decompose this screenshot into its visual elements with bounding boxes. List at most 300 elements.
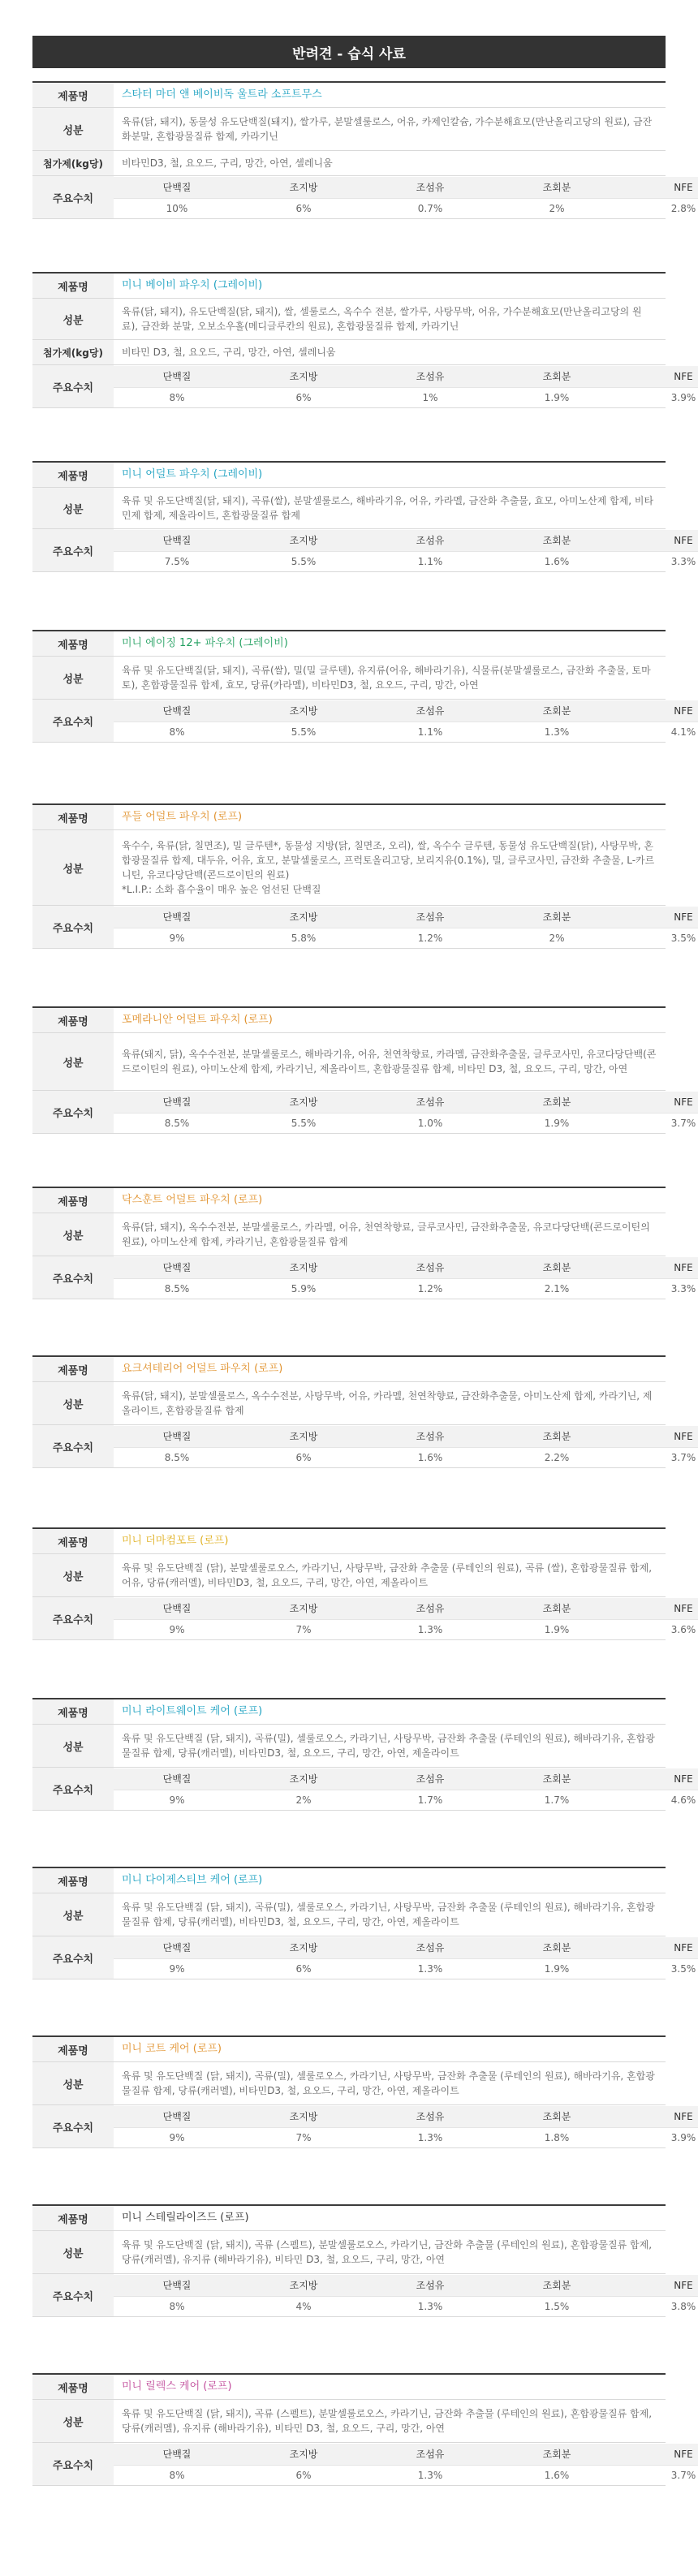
product-name: 미니 더마컴포트 (로프) (114, 1529, 666, 1554)
ingredients-row (32, 830, 666, 906)
nutrient-value: 7.5% (114, 551, 240, 571)
additives-text: 비타민 D3, 철, 요오드, 구리, 망간, 아연, 셀레니움 (114, 340, 666, 365)
nutrient-header: 조지방 (240, 530, 367, 552)
nutrients-grid (114, 1426, 698, 1467)
nutrient-value: 8.5% (114, 1113, 240, 1133)
product-table (32, 463, 696, 572)
nutrient-value: 8.5% (114, 1278, 240, 1299)
nutrient-value: 1.0% (367, 1113, 493, 1133)
product-name-row (32, 631, 666, 657)
nutrients-grid (114, 2444, 698, 2485)
product-block (32, 1355, 696, 1468)
ingredients-label: 성분 (32, 2231, 114, 2274)
nutrients-header-row (114, 1426, 698, 1448)
ingredients-text: 육류 및 유도단백질 (닭, 돼지), 곡류(밀), 셀룰로오스, 카라기닌, 사탕무박, 금잔화 추출물 (루테인의 원료), 해바라기유, 혼합광물질류 합제, 당류(캐러멜), 비타민D3, 철, 요오드, 구리, 망간, 아연, 제올라이트 (114, 1725, 666, 1768)
nutrients-header-row (114, 1092, 698, 1114)
nutrient-header: 조지방 (240, 366, 367, 388)
product-name-row (32, 2037, 666, 2062)
product-block (32, 1867, 696, 1979)
nutrients-grid (114, 700, 698, 742)
ingredients-label: 성분 (32, 1554, 114, 1597)
product-name: 미니 코트 케어 (로프) (114, 2037, 666, 2062)
nutrient-header: NFE (620, 907, 698, 928)
nutrient-value: 3.7% (620, 2465, 698, 2485)
nutrient-value: 1.8% (493, 2127, 620, 2147)
nutrients-cell (114, 2105, 696, 2148)
nutrients-grid (114, 177, 698, 218)
nutrients-cell (114, 365, 696, 408)
nutrient-header: 조지방 (240, 1092, 367, 1114)
nutrients-header-row (114, 1937, 698, 1959)
product-name-row (32, 805, 666, 830)
product-block (32, 1527, 696, 1640)
nutrients-cell (114, 1256, 696, 1299)
product-table (32, 2375, 696, 2486)
nutrients-label: 주요수치 (32, 1597, 114, 1640)
nutrient-header: 조섬유 (367, 1257, 493, 1279)
product-name-row (32, 1008, 666, 1033)
product-name-label: 제품명 (32, 2206, 114, 2231)
product-name-label: 제품명 (32, 2037, 114, 2062)
nutrient-header: 조회분 (493, 1257, 620, 1279)
nutrient-header: NFE (620, 1598, 698, 1620)
nutrients-label: 주요수치 (32, 2274, 114, 2317)
nutrient-value: 2% (493, 198, 620, 218)
ingredients-text: 육류 및 유도단백질 (닭, 돼지), 곡류(밀), 셀룰로오스, 카라기닌, 사탕무박, 금잔화 추출물 (루테인의 원료), 해바라기유, 혼합광물질류 합제, 당류(캐러멜), 비타민D3, 철, 요오드, 구리, 망간, 아연, 제올라이트 (114, 1893, 666, 1936)
nutrient-header: 조지방 (240, 1426, 367, 1448)
nutrient-header: NFE (620, 1092, 698, 1114)
product-name: 미니 다이제스티브 케어 (로프) (114, 1868, 666, 1893)
ingredients-row (32, 1725, 666, 1768)
nutrient-value: 9% (114, 928, 240, 948)
nutrient-header: 조회분 (493, 1768, 620, 1790)
nutrient-header: 단백질 (114, 1257, 240, 1279)
product-name: 요크셔테리어 어덜트 파우치 (로프) (114, 1357, 666, 1382)
product-block (32, 1187, 696, 1299)
nutrients-label: 주요수치 (32, 2443, 114, 2486)
nutrient-value: 3.3% (620, 1278, 698, 1299)
nutrient-value: 3.5% (620, 928, 698, 948)
nutrient-value: 2.2% (493, 1447, 620, 1467)
product-name: 미니 베이비 파우치 (그레이비) (114, 274, 666, 299)
nutrient-header: 단백질 (114, 1937, 240, 1959)
nutrients-header-row (114, 1598, 698, 1620)
nutrients-header-row (114, 2106, 698, 2128)
product-block (32, 461, 696, 572)
ingredients-text: 육류(돼지, 닭), 옥수수전분, 분말셀룰로스, 해바라기유, 어유, 천연착향료, 카라멜, 금잔화추출물, 글루코사민, 유코다당단백(콘드로이틴의 원료), 아미노산제 합제, 카라기닌, 제올라이트, 혼합광물질류 합제, 비타민 D3, 철, 요오드, 구리, 망간, 아연 (114, 1033, 666, 1091)
additives-label: 첨가제(kg당) (32, 151, 114, 176)
nutrients-row (32, 1425, 666, 1468)
product-table (32, 805, 696, 949)
nutrients-grid (114, 2275, 698, 2316)
ingredients-row (32, 299, 666, 340)
nutrient-header: 조지방 (240, 177, 367, 199)
nutrient-value: 1.5% (493, 2296, 620, 2316)
nutrients-cell (114, 906, 696, 949)
nutrient-header: 조섬유 (367, 2444, 493, 2466)
nutrient-header: NFE (620, 700, 698, 722)
nutrient-header: 조섬유 (367, 1937, 493, 1959)
nutrient-header: 조지방 (240, 2106, 367, 2128)
nutrients-row (32, 176, 666, 219)
nutrient-header: 조회분 (493, 2444, 620, 2466)
nutrient-value: 8% (114, 2296, 240, 2316)
nutrient-header: 조섬유 (367, 1426, 493, 1448)
nutrient-value: 1.7% (493, 1790, 620, 1810)
nutrient-header: 조섬유 (367, 2106, 493, 2128)
nutrient-header: NFE (620, 1768, 698, 1790)
nutrients-value-row (114, 198, 698, 218)
product-name: 닥스훈트 어덜트 파우치 (로프) (114, 1188, 666, 1213)
nutrient-header: NFE (620, 1426, 698, 1448)
nutrients-label: 주요수치 (32, 1091, 114, 1134)
nutrient-value: 7% (240, 1619, 367, 1639)
nutrients-grid (114, 1937, 698, 1979)
ingredients-text: 육류 및 유도단백질 (닭), 분말셀룰로오스, 카라기닌, 사탕무박, 금잔화 추출물 (루테인의 원료), 곡류 (쌀), 혼합광물질류 합제, 어유, 당류(캐러멜), 비타민D3, 철, 요오드, 구리, 망간, 아연, 제올라이트 (114, 1554, 666, 1597)
nutrient-value: 1.9% (493, 1958, 620, 1979)
nutrient-value: 6% (240, 2465, 367, 2485)
nutrient-header: 조회분 (493, 1937, 620, 1959)
ingredients-row (32, 1382, 666, 1425)
product-name-row (32, 463, 666, 488)
ingredients-label: 성분 (32, 1382, 114, 1425)
nutrient-value: 4.1% (620, 722, 698, 742)
nutrients-cell (114, 700, 696, 743)
nutrients-label: 주요수치 (32, 1256, 114, 1299)
nutrients-grid (114, 1768, 698, 1810)
nutrient-value: 1.6% (493, 551, 620, 571)
nutrient-value: 3.7% (620, 1447, 698, 1467)
nutrients-grid (114, 2106, 698, 2147)
nutrients-row (32, 906, 666, 949)
nutrients-row (32, 2443, 666, 2486)
nutrients-value-row (114, 2465, 698, 2485)
ingredients-text: 육류 및 유도단백질 (닭, 돼지), 곡류(밀), 셀룰로오스, 카라기닌, 사탕무박, 금잔화 추출물 (루테인의 원료), 해바라기유, 혼합광물질류 합제, 당류(캐러멜), 비타민D3, 철, 요오드, 구리, 망간, 아연, 제올라이트 (114, 2062, 666, 2105)
nutrient-header: 단백질 (114, 366, 240, 388)
product-name: 스타터 마더 앤 베이비독 울트라 소프트무스 (114, 83, 666, 108)
nutrients-value-row (114, 1113, 698, 1133)
ingredients-label: 성분 (32, 657, 114, 700)
nutrient-value: 3.5% (620, 1958, 698, 1979)
nutrients-row (32, 2105, 666, 2148)
nutrient-value: 8% (114, 722, 240, 742)
product-block (32, 803, 696, 949)
nutrients-value-row (114, 1447, 698, 1467)
nutrient-value: 1.1% (367, 551, 493, 571)
product-name-row (32, 2206, 666, 2231)
nutrient-header: 단백질 (114, 1598, 240, 1620)
nutrient-value: 9% (114, 2127, 240, 2147)
nutrient-value: 5.5% (240, 1113, 367, 1133)
nutrients-value-row (114, 551, 698, 571)
ingredients-row (32, 1213, 666, 1256)
nutrient-value: 3.3% (620, 551, 698, 571)
nutrients-label: 주요수치 (32, 2105, 114, 2148)
nutrient-value: 1.3% (367, 2127, 493, 2147)
product-table (32, 2037, 696, 2148)
ingredients-row (32, 488, 666, 529)
nutrient-header: NFE (620, 177, 698, 199)
ingredients-label: 성분 (32, 108, 114, 151)
nutrient-value: 6% (240, 1447, 367, 1467)
nutrient-value: 1.3% (493, 722, 620, 742)
product-block (32, 81, 696, 219)
product-table (32, 1188, 696, 1299)
nutrient-header: 단백질 (114, 2444, 240, 2466)
nutrient-header: 조회분 (493, 2106, 620, 2128)
product-name-label: 제품명 (32, 1699, 114, 1725)
ingredients-row (32, 2400, 666, 2443)
nutrient-value: 9% (114, 1619, 240, 1639)
product-name-row (32, 2375, 666, 2400)
ingredients-label: 성분 (32, 1213, 114, 1256)
nutrients-row (32, 2274, 666, 2317)
product-name-label: 제품명 (32, 1357, 114, 1382)
nutrient-value: 1.1% (367, 722, 493, 742)
nutrient-header: 단백질 (114, 2275, 240, 2297)
ingredients-text: 육수수, 육류(닭, 칠면조), 밀 글루텐*, 동물성 지방(닭, 칠면조, 오리), 쌀, 옥수수 글루텐, 동물성 유도단백질(닭), 사탕무박, 혼합광물질류 합제, 대두유, 어유, 효모, 분말셀룰로스, 프럭토올리고당, 보리지유(0.1%), 밀, 글루코사민, 금잔화 추출물, L-카르니틴, 유코다당단백(콘드로이틴의 원료) *L.I.P.: 소화 흡수율이 매우 높은 엄선된 단백질 (114, 830, 666, 906)
product-block (32, 1006, 696, 1134)
product-name: 미니 라이트웨이트 케어 (로프) (114, 1699, 666, 1725)
nutrients-row (32, 1768, 666, 1811)
nutrient-value: 3.7% (620, 1113, 698, 1133)
nutrient-value: 1.9% (493, 387, 620, 407)
nutrients-header-row (114, 177, 698, 199)
nutrients-header-row (114, 1768, 698, 1790)
nutrients-value-row (114, 1790, 698, 1810)
ingredients-row (32, 108, 666, 151)
nutrient-header: 단백질 (114, 1092, 240, 1114)
nutrient-value: 9% (114, 1958, 240, 1979)
nutrients-row (32, 365, 666, 408)
product-table (32, 1699, 696, 1811)
nutrients-grid (114, 907, 698, 948)
ingredients-label: 성분 (32, 299, 114, 340)
nutrient-value: 2% (240, 1790, 367, 1810)
ingredients-label: 성분 (32, 1893, 114, 1936)
ingredients-row (32, 1893, 666, 1936)
nutrients-header-row (114, 907, 698, 928)
product-block (32, 2204, 696, 2317)
product-name-row (32, 1357, 666, 1382)
product-table (32, 631, 696, 743)
product-name: 미니 에이징 12+ 파우치 (그레이비) (114, 631, 666, 657)
nutrient-value: 5.9% (240, 1278, 367, 1299)
ingredients-label: 성분 (32, 1725, 114, 1768)
ingredients-label: 성분 (32, 2062, 114, 2105)
nutrient-value: 1.7% (367, 1790, 493, 1810)
product-table (32, 274, 696, 408)
product-table (32, 2206, 696, 2317)
product-block (32, 2035, 696, 2148)
nutrient-value: 1.9% (493, 1619, 620, 1639)
nutrients-cell (114, 1768, 696, 1811)
nutrient-value: 3.6% (620, 1619, 698, 1639)
ingredients-label: 성분 (32, 2400, 114, 2443)
nutrient-header: 조섬유 (367, 2275, 493, 2297)
nutrients-header-row (114, 1257, 698, 1279)
nutrient-header: 단백질 (114, 1768, 240, 1790)
nutrients-cell (114, 1597, 696, 1640)
nutrient-value: 10% (114, 198, 240, 218)
nutrients-row (32, 1597, 666, 1640)
nutrients-cell (114, 529, 696, 572)
nutrient-value: 1.9% (493, 1113, 620, 1133)
nutrients-value-row (114, 722, 698, 742)
nutrient-value: 4.6% (620, 1790, 698, 1810)
nutrients-label: 주요수치 (32, 529, 114, 572)
nutrient-value: 3.9% (620, 2127, 698, 2147)
product-table (32, 1868, 696, 1979)
nutrient-value: 3.9% (620, 387, 698, 407)
product-name-label: 제품명 (32, 805, 114, 830)
nutrients-label: 주요수치 (32, 700, 114, 743)
nutrients-grid (114, 1257, 698, 1299)
nutrients-grid (114, 1092, 698, 1133)
nutrient-value: 1.6% (493, 2465, 620, 2485)
nutrient-header: 조회분 (493, 1092, 620, 1114)
nutrient-header: 조지방 (240, 2275, 367, 2297)
additives-label: 첨가제(kg당) (32, 340, 114, 365)
product-name-label: 제품명 (32, 1008, 114, 1033)
nutrient-header: 조섬유 (367, 1092, 493, 1114)
product-name-label: 제품명 (32, 1868, 114, 1893)
ingredients-text: 육류(닭, 돼지), 분말셀룰로스, 옥수수전분, 사탕무박, 어유, 카라멜, 천연착향료, 금잔화추출물, 아미노산제 합제, 카라기닌, 제올라이트, 혼합광물질류 합제 (114, 1382, 666, 1425)
nutrient-value: 1.3% (367, 1958, 493, 1979)
nutrient-header: 조섬유 (367, 366, 493, 388)
nutrient-value: 5.5% (240, 722, 367, 742)
nutrient-value: 1.2% (367, 928, 493, 948)
nutrient-header: 단백질 (114, 1426, 240, 1448)
nutrients-grid (114, 530, 698, 571)
ingredients-label: 성분 (32, 1033, 114, 1091)
ingredients-text: 육류(닭, 돼지), 동물성 유도단백질(돼지), 쌀가루, 분말셀룰로스, 어유, 카제인칼슘, 가수분해효모(만난올리고당의 원료), 금잔화분말, 혼합광물질류 합제, 카라기닌 (114, 108, 666, 151)
nutrient-value: 6% (240, 1958, 367, 1979)
nutrients-row (32, 700, 666, 743)
nutrients-row (32, 1091, 666, 1134)
nutrient-header: 조지방 (240, 1257, 367, 1279)
nutrient-header: 단백질 (114, 530, 240, 552)
nutrient-value: 2.1% (493, 1278, 620, 1299)
nutrients-cell (114, 1091, 696, 1134)
product-name: 포메라니안 어덜트 파우치 (로프) (114, 1008, 666, 1033)
nutrient-header: 조회분 (493, 366, 620, 388)
nutrient-header: NFE (620, 2444, 698, 2466)
product-name-label: 제품명 (32, 631, 114, 657)
nutrients-value-row (114, 387, 698, 407)
ingredients-text: 육류(닭, 돼지), 유도단백질(닭, 돼지), 쌀, 셀룰로스, 옥수수 전분, 쌀가루, 사탕무박, 어유, 가수분해효모(만난올리고당의 원료), 금잔화 분말, 오보소우홀(메디글루칸의 원료), 혼합광물질류 합제, 카라기닌 (114, 299, 666, 340)
additives-text: 비타민D3, 철, 요오드, 구리, 망간, 아연, 셀레니움 (114, 151, 666, 176)
nutrient-value: 2.8% (620, 198, 698, 218)
ingredients-text: 육류 및 유도단백질(닭, 돼지), 곡류(쌀), 밀(밀 글루텐), 유지류(어유, 해바라기유), 식물류(분말셀룰로스, 금잔화 추출물, 토마토), 혼합광물질류 합제, 효모, 당류(카라멜), 비타민D3, 철, 요오드, 구리, 망간, 아연 (114, 657, 666, 700)
nutrients-label: 주요수치 (32, 906, 114, 949)
product-name-row (32, 1529, 666, 1554)
nutrients-row (32, 529, 666, 572)
nutrient-value: 6% (240, 198, 367, 218)
nutrients-label: 주요수치 (32, 1936, 114, 1979)
nutrient-value: 7% (240, 2127, 367, 2147)
nutrient-header: 조지방 (240, 907, 367, 928)
nutrient-value: 4% (240, 2296, 367, 2316)
nutrient-value: 2% (493, 928, 620, 948)
nutrients-cell (114, 1936, 696, 1979)
nutrients-label: 주요수치 (32, 1768, 114, 1811)
nutrient-value: 0.7% (367, 198, 493, 218)
product-table (32, 1008, 696, 1134)
product-name-label: 제품명 (32, 1529, 114, 1554)
ingredients-text: 육류 및 유도단백질 (닭, 돼지), 곡류 (스펠트), 분말셀룰로오스, 카라기닌, 금잔화 추출물 (루테인의 원료), 혼합광물질류 합제, 당류(캐러멜), 유지류 (해바라기유), 비타민 D3, 철, 요오드, 구리, 망간, 아연 (114, 2400, 666, 2443)
ingredients-row (32, 1033, 666, 1091)
nutrient-header: NFE (620, 1257, 698, 1279)
product-block (32, 2373, 696, 2486)
nutrients-header-row (114, 700, 698, 722)
ingredients-row (32, 2231, 666, 2274)
nutrient-value: 8% (114, 387, 240, 407)
product-name-label: 제품명 (32, 274, 114, 299)
nutrient-value: 1.3% (367, 2465, 493, 2485)
ingredients-text: 육류 및 유도단백질(닭, 돼지), 곡류(쌀), 분말셀룰로스, 해바라기유, 어유, 카라멜, 금잔화 추출물, 효모, 아미노산제 합제, 비타민제 합제, 제올라이트, 혼합광물질류 합제 (114, 488, 666, 529)
nutrient-header: NFE (620, 366, 698, 388)
nutrient-value: 5.5% (240, 551, 367, 571)
nutrients-value-row (114, 2296, 698, 2316)
nutrient-header: 조지방 (240, 1937, 367, 1959)
product-name-row (32, 83, 666, 108)
page-title: 반려견 - 습식 사료 (32, 36, 666, 68)
nutrients-value-row (114, 1278, 698, 1299)
ingredients-text: 육류(닭, 돼지), 옥수수전분, 분말셀룰로스, 카라멜, 어유, 천연착향료, 글루코사민, 금잔화추출물, 유코다당단백(콘드로이틴의 원료), 아미노산제 합제, 카라기닌, 혼합광물질류 합제 (114, 1213, 666, 1256)
nutrient-header: 조회분 (493, 2275, 620, 2297)
nutrient-header: 단백질 (114, 907, 240, 928)
nutrient-header: 조섬유 (367, 700, 493, 722)
product-name: 미니 릴렉스 케어 (로프) (114, 2375, 666, 2400)
nutrient-header: 조지방 (240, 1598, 367, 1620)
nutrients-header-row (114, 2275, 698, 2297)
ingredients-row (32, 657, 666, 700)
product-name: 미니 어덜트 파우치 (그레이비) (114, 463, 666, 488)
nutrient-header: 조지방 (240, 700, 367, 722)
nutrients-row (32, 1256, 666, 1299)
nutrient-value: 1% (367, 387, 493, 407)
product-block (32, 630, 696, 743)
nutrient-header: 조섬유 (367, 177, 493, 199)
product-name: 미니 스테릴라이즈드 (로프) (114, 2206, 666, 2231)
nutrient-header: 조지방 (240, 2444, 367, 2466)
nutrient-header: 조회분 (493, 530, 620, 552)
nutrients-grid (114, 1598, 698, 1639)
nutrient-value: 3.8% (620, 2296, 698, 2316)
nutrient-header: 단백질 (114, 177, 240, 199)
product-table (32, 1357, 696, 1468)
nutrients-cell (114, 1425, 696, 1468)
nutrients-cell (114, 2274, 696, 2317)
ingredients-row (32, 2062, 666, 2105)
nutrients-label: 주요수치 (32, 176, 114, 219)
nutrients-header-row (114, 2444, 698, 2466)
nutrient-header: NFE (620, 2275, 698, 2297)
product-name-label: 제품명 (32, 83, 114, 108)
nutrients-label: 주요수치 (32, 1425, 114, 1468)
product-name-row (32, 1868, 666, 1893)
nutrients-header-row (114, 530, 698, 552)
nutrient-header: 조섬유 (367, 907, 493, 928)
product-block (32, 1698, 696, 1811)
nutrients-value-row (114, 1958, 698, 1979)
nutrients-value-row (114, 928, 698, 948)
nutrient-value: 8.5% (114, 1447, 240, 1467)
additives-row (32, 340, 666, 365)
nutrient-value: 1.6% (367, 1447, 493, 1467)
product-name-label: 제품명 (32, 463, 114, 488)
